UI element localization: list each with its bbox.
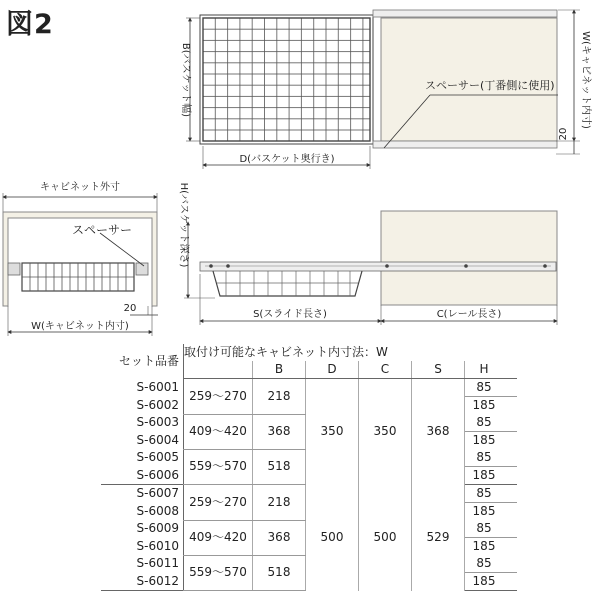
h-cell: 185	[465, 573, 518, 591]
header-w-blank	[184, 361, 253, 379]
model-cell: S-6008	[101, 503, 184, 521]
h-cell: 185	[472, 504, 496, 518]
table-row	[101, 485, 517, 503]
s-cell: 368	[412, 379, 465, 485]
basket-side-wires	[217, 271, 358, 296]
basket-width-label: B(バスケット幅)	[180, 42, 191, 118]
top-view	[180, 10, 593, 169]
slide-rail-bottom	[373, 141, 557, 148]
model-cell: S-6012	[101, 573, 184, 591]
figure-title: 図2	[6, 9, 54, 40]
model-cell: S-6001	[101, 379, 184, 397]
model-cell: S-6003	[101, 414, 184, 432]
basket-mesh-top	[203, 18, 370, 141]
model-cell: S-6011	[101, 555, 184, 573]
b-cell: 218	[253, 379, 306, 415]
w-range-cell: 409〜420	[184, 520, 253, 555]
model-cell: S-6007	[101, 485, 184, 503]
header-cabinet-inner-w: 取付け可能なキャビネット内寸法：W	[184, 345, 388, 359]
w-range-cell: 259〜270	[184, 379, 253, 415]
cabinet-inner-width-top-label: W(キャビネット内寸)	[580, 31, 591, 129]
model-cell: S-6005	[101, 449, 184, 467]
basket-side	[213, 271, 362, 296]
h-cell: 85	[465, 555, 518, 573]
b-cell: 368	[253, 520, 306, 555]
basket-height-label: H(バスケット深さ)	[178, 182, 189, 268]
header-h: H	[465, 361, 518, 379]
d-cell: 350	[306, 379, 359, 485]
rail-side	[200, 262, 556, 271]
w-range-cell: 559〜570	[184, 555, 253, 591]
model-cell: S-6009	[101, 520, 184, 538]
spec-table	[101, 344, 517, 591]
h-cell: 85	[465, 520, 518, 538]
table-header-row	[101, 344, 517, 361]
dim-20-front-label: 20	[123, 303, 137, 314]
slide-rail-top	[373, 10, 557, 17]
side-view	[178, 183, 557, 325]
cabinet-side-panel	[381, 211, 557, 305]
h-cell: 85	[465, 379, 518, 397]
w-range-cell: 409〜420	[184, 414, 253, 449]
b-cell: 368	[253, 414, 306, 449]
slide-length-label: S(スライド長さ)	[253, 309, 327, 320]
d-cell: 500	[306, 485, 359, 591]
header-s: S	[412, 361, 465, 379]
header-c: C	[359, 361, 412, 379]
model-cell: S-6010	[101, 538, 184, 556]
w-range-cell: 559〜570	[184, 449, 253, 485]
h-cell: 85	[465, 414, 518, 432]
table-row	[101, 379, 517, 397]
h-cell: 85	[465, 485, 518, 503]
w-range-cell: 259〜270	[184, 485, 253, 521]
dim-20-top-label: 20	[558, 127, 569, 141]
front-view	[3, 180, 158, 336]
h-cell: 185	[472, 398, 496, 412]
b-cell: 518	[253, 449, 306, 485]
model-cell: S-6002	[101, 397, 184, 415]
header-model: セット品番	[101, 344, 184, 379]
rail-length-label: C(レール長さ)	[436, 309, 502, 320]
b-cell: 218	[253, 485, 306, 521]
spacer-hinge-side-label: スペーサー(丁番側に使用)	[425, 79, 555, 92]
h-cell: 185	[472, 539, 496, 553]
cabinet-inner-width-front-label: W(キャビネット内寸)	[31, 321, 129, 332]
header-d: D	[306, 361, 359, 379]
h-cell: 85	[465, 449, 518, 467]
header-b: B	[253, 361, 306, 379]
c-cell: 500	[359, 485, 412, 591]
cabinet-outer-label: キャビネット外寸	[40, 182, 120, 193]
c-cell: 350	[359, 379, 412, 485]
slide-left-front	[8, 263, 20, 275]
h-cell: 185	[465, 467, 518, 485]
model-cell: S-6006	[101, 467, 184, 485]
h-cell: 185	[472, 433, 496, 447]
spacer-label: スペーサー	[72, 223, 133, 237]
model-cell: S-6004	[101, 432, 184, 450]
b-cell: 518	[253, 555, 306, 591]
s-cell: 529	[412, 485, 465, 591]
basket-front-wires	[22, 263, 134, 291]
basket-depth-label: D(バスケット奥行き)	[239, 154, 335, 165]
